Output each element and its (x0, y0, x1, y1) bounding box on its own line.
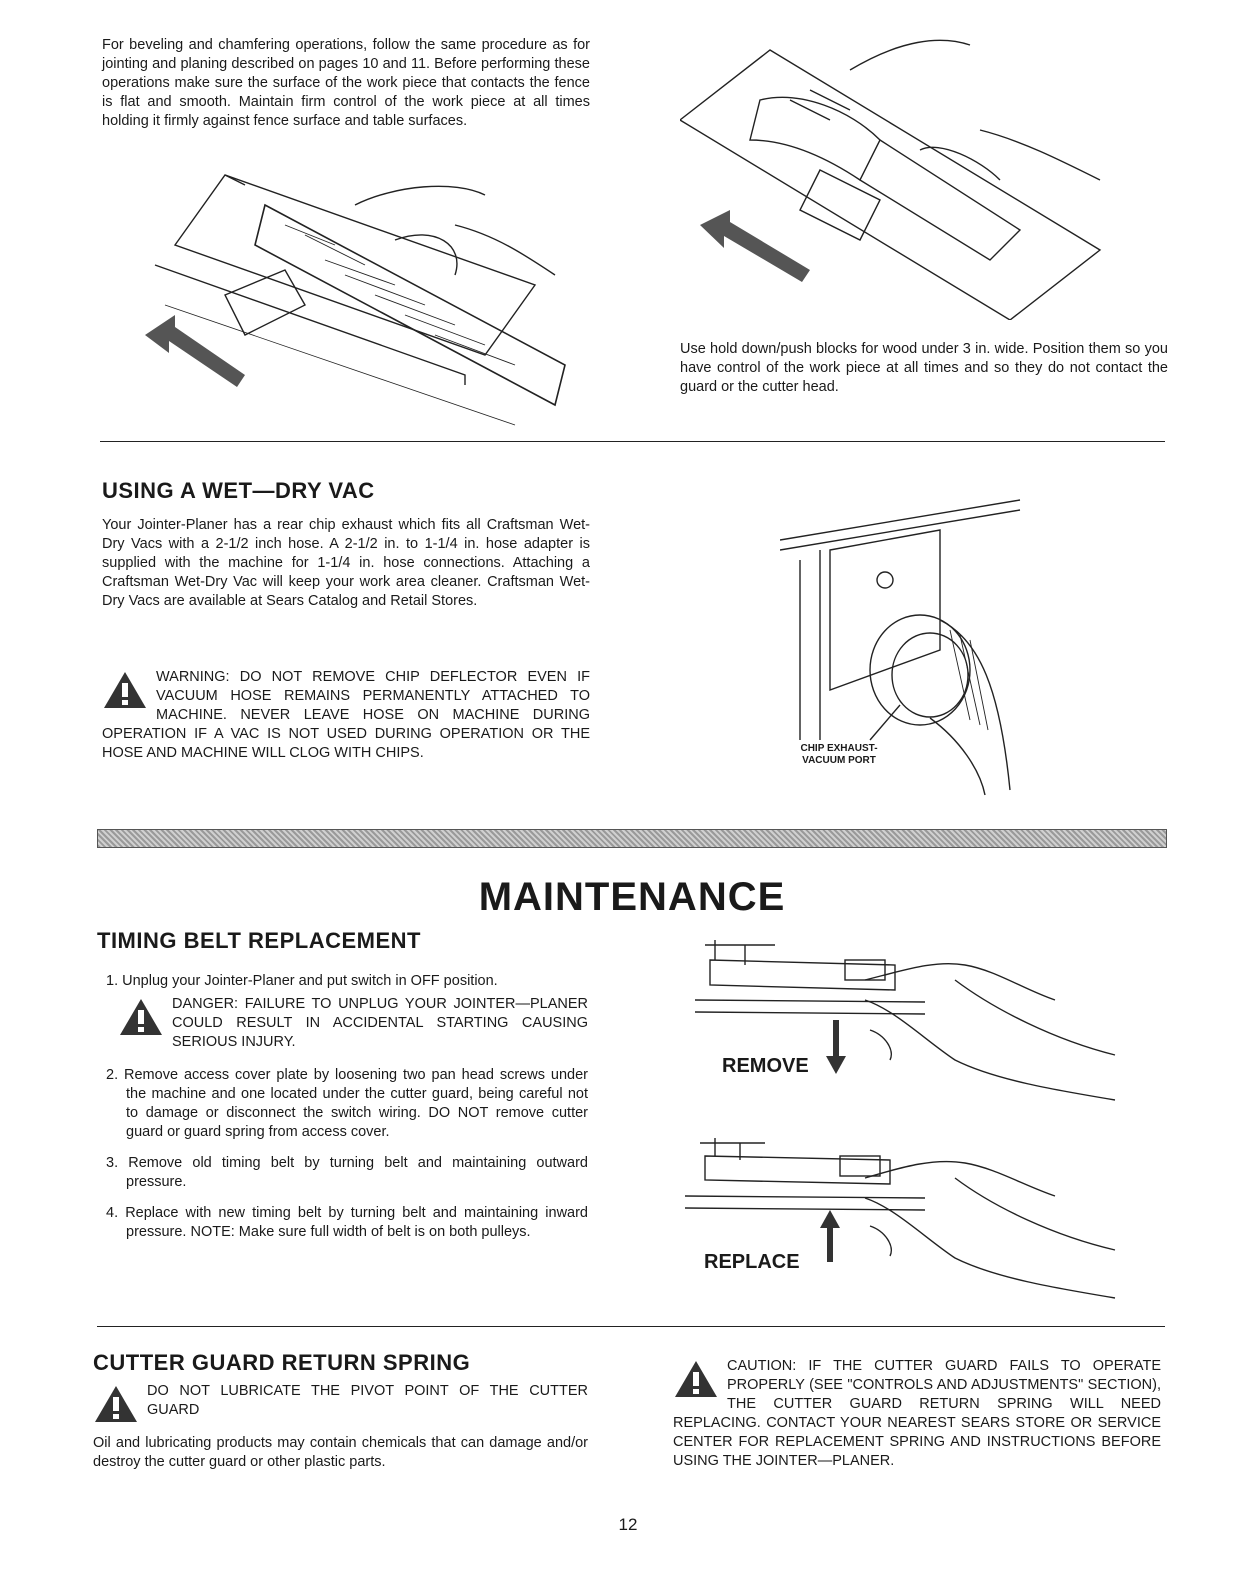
remove-label: REMOVE (722, 1055, 809, 1077)
timing-belt-heading: TIMING BELT REPLACEMENT (97, 928, 421, 953)
intro-paragraph: For beveling and chamfering operations, follow the same procedure as for jointing and planing described on pages 10 and 11. Before performing these operations make sure the surface of the work piece that contacts the fence is flat and smooth. Maintain firm control of the work piece at all times holding it firmly against fence surface and table surfaces. (102, 37, 590, 129)
spring-warning-text: DO NOT LUBRICATE THE PIVOT POINT OF THE CUTTER GUARD (147, 1383, 588, 1418)
step-1: 1. Unplug your Jointer-Planer and put switch in OFF position. (106, 973, 498, 989)
section-band (97, 829, 1167, 848)
beveling-illustration (135, 165, 590, 435)
wetdry-heading: USING A WET—DRY VAC (102, 478, 375, 503)
warning-triangle-icon (102, 670, 148, 710)
timing-steps (106, 972, 588, 1254)
remove-belt-illustration (695, 940, 1125, 1120)
page-number: 12 (618, 1515, 638, 1534)
warning-triangle-icon (93, 1384, 139, 1424)
spring-heading: CUTTER GUARD RETURN SPRING (93, 1350, 471, 1375)
spring-warning (93, 1382, 588, 1424)
step-4: 4. Replace with new timing belt by turning belt and maintaining inward pressure. NOTE: Make sure full width of belt is on both pulleys. (106, 1205, 588, 1240)
danger-text: DANGER: FAILURE TO UNPLUG YOUR JOINTER—PLANER COULD RESULT IN ACCIDENTAL STARTING CAUSING SERIOUS INJURY. (172, 996, 588, 1050)
step-3: 3. Remove old timing belt by turning belt and maintaining outward pressure. (106, 1155, 588, 1190)
caution-text: CAUTION: IF THE CUTTER GUARD FAILS TO OPERATE PROPERLY (SEE "CONTROLS AND ADJUSTMENTS" SECTION), THE CUTTER GUARD RETURN SPRING WILL NEED REPLACING. CONTACT YOUR NEAREST SEARS STORE OR SERVICE CENTER FOR REPLACEMENT SPRING AND INSTRUCTIONS BEFORE USING THE JOINTER—PLANER. (673, 1358, 1161, 1469)
step-2: 2. Remove access cover plate by loosening two pan head screws under the machine and one located under the cutter guard, being careful not to damage or disconnect the switch wiring. DO NOT remove cutter guard or guard spring from access cover. (106, 1067, 588, 1140)
wetdry-warning-text: WARNING: DO NOT REMOVE CHIP DEFLECTOR EVEN IF VACUUM HOSE REMAINS PERMANENTLY ATTACHED TO MACHINE. NEVER LEAVE HOSE ON MACHINE DURING OPERATION IF A VAC IS NOT USED DURING OPERATION OR THE HOSE AND MACHINE WILL CLOG WITH CHIPS. (102, 669, 590, 761)
warning-triangle-icon (673, 1359, 719, 1399)
vacuum-port-label-line1: CHIP EXHAUST- (800, 743, 878, 754)
warning-triangle-icon (118, 997, 164, 1037)
wetdry-warning (102, 668, 590, 763)
spring-paragraph: Oil and lubricating products may contain chemicals that can damage and/or destroy the cutter guard or other plastic parts. (93, 1435, 588, 1470)
section-divider (97, 1326, 1165, 1327)
push-block-illustration (680, 30, 1120, 320)
replace-belt-illustration (685, 1138, 1125, 1308)
vacuum-port-label (784, 743, 894, 767)
danger-notice (106, 995, 588, 1052)
maintenance-title: MAINTENANCE (478, 875, 786, 919)
push-block-caption: Use hold down/push blocks for wood under 3 in. wide. Position them so you have control of the work piece at all times and so they do not contact the guard or the cutter head. (680, 341, 1168, 395)
wetdry-paragraph: Your Jointer-Planer has a rear chip exhaust which fits all Craftsman Wet-Dry Vacs with a 2-1/2 inch hose. A 2-1/2 in. to 1-1/4 in. hose adapter is supplied with the machine for 1-1/4 in. hose connections. Attaching a Craftsman Wet-Dry Vac will keep your work area cleaner. Craftsman Wet-Dry Vacs are available at Sears Catalog and Retail Stores. (102, 517, 590, 609)
caution-notice (673, 1357, 1161, 1471)
vacuum-port-label-line2: VACUUM PORT (802, 755, 876, 766)
replace-label: REPLACE (704, 1251, 800, 1273)
section-divider (100, 441, 1165, 442)
